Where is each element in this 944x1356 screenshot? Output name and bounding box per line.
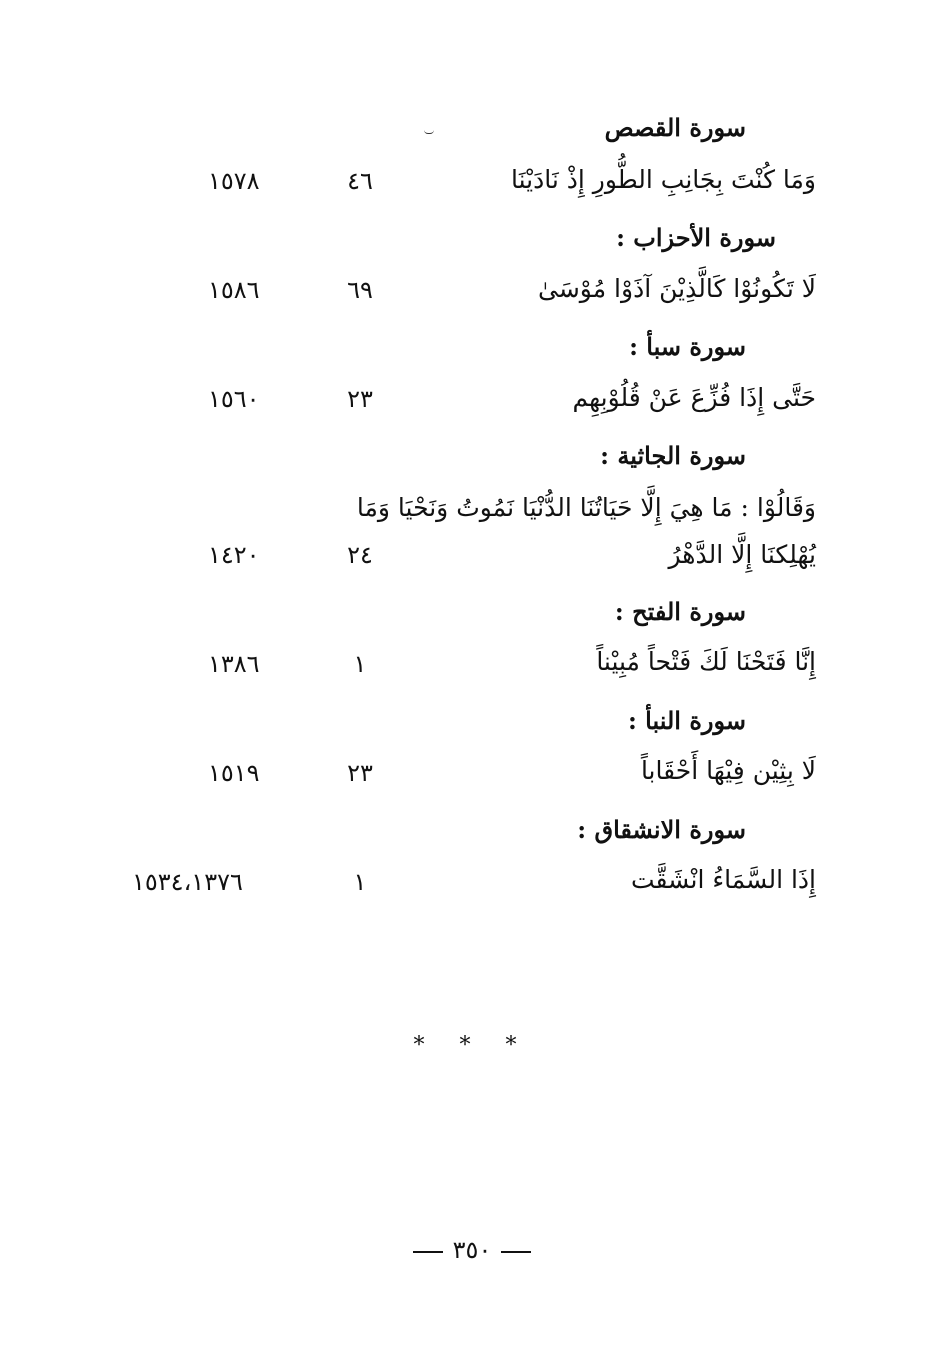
page-reference: ١٥٨٦ xyxy=(208,276,260,304)
verse-text: لَا بِثِيْن فِيْهَا أَحْقَاباً xyxy=(640,756,816,785)
ayah-number: ٢٣ xyxy=(347,385,373,413)
ink-mark xyxy=(424,130,434,134)
page-reference: ١٥١٩ xyxy=(208,759,260,787)
verse-text: إِذَا السَّمَاءُ انْشَقَّت xyxy=(630,865,816,894)
ayah-number: ١ xyxy=(353,650,367,678)
ayah-number: ٢٤ xyxy=(347,541,373,569)
surah-heading: سورة الفتح : xyxy=(614,597,746,626)
surah-heading: سورة النبأ : xyxy=(627,706,746,735)
verse-text: حَتَّى إِذَا فُزِّعَ عَنْ قُلُوْبِهِم xyxy=(572,383,816,412)
section-ornament: * * * xyxy=(413,1033,531,1058)
ayah-number: ٤٦ xyxy=(347,167,373,195)
footer-dash xyxy=(501,1251,531,1253)
surah-heading: سورة القصص xyxy=(604,113,746,142)
surah-heading: سورة الأحزاب : xyxy=(616,223,776,252)
surah-heading: سورة سبأ : xyxy=(629,332,746,361)
footer-dash xyxy=(413,1251,443,1253)
page-reference: ١٥٦٠ xyxy=(208,385,260,413)
page-reference: ١٣٨٦ xyxy=(208,650,260,678)
surah-heading: سورة الانشقاق : xyxy=(577,815,746,844)
page-number-footer xyxy=(0,1236,944,1264)
verse-text-continued: يُهْلِكنَا إِلَّا الدَّهْرُ xyxy=(668,540,816,569)
verse-text: وَقَالُوْا : مَا هِيَ إِلَّا حَيَاتُنَا الدُّنْيَا نَمُوتُ وَنَحْيَا وَمَا xyxy=(356,493,816,522)
verse-text: لَا تَكُونُوْا كَالَّذِيْنَ آذَوْا مُوْسَىٰ xyxy=(538,274,816,303)
ayah-number: ٦٩ xyxy=(347,276,373,304)
page-reference: ١٥٧٨ xyxy=(208,167,260,195)
page-reference: ١٤٢٠ xyxy=(208,541,260,569)
page-reference: ١٥٣٤،١٣٧٦ xyxy=(132,868,243,896)
ayah-number: ٢٣ xyxy=(347,759,373,787)
page-number: ٣٥٠ xyxy=(452,1236,492,1264)
surah-heading: سورة الجاثية : xyxy=(600,441,746,470)
verse-text: إِنَّا فَتَحْنَا لَكَ فَتْحاً مُبِيْناً xyxy=(596,647,816,676)
ayah-number: ١ xyxy=(353,868,367,896)
verse-text: وَمَا كُنْتَ بِجَانِبِ الطُّورِ إِذْ نَادَيْنَا xyxy=(511,165,816,194)
